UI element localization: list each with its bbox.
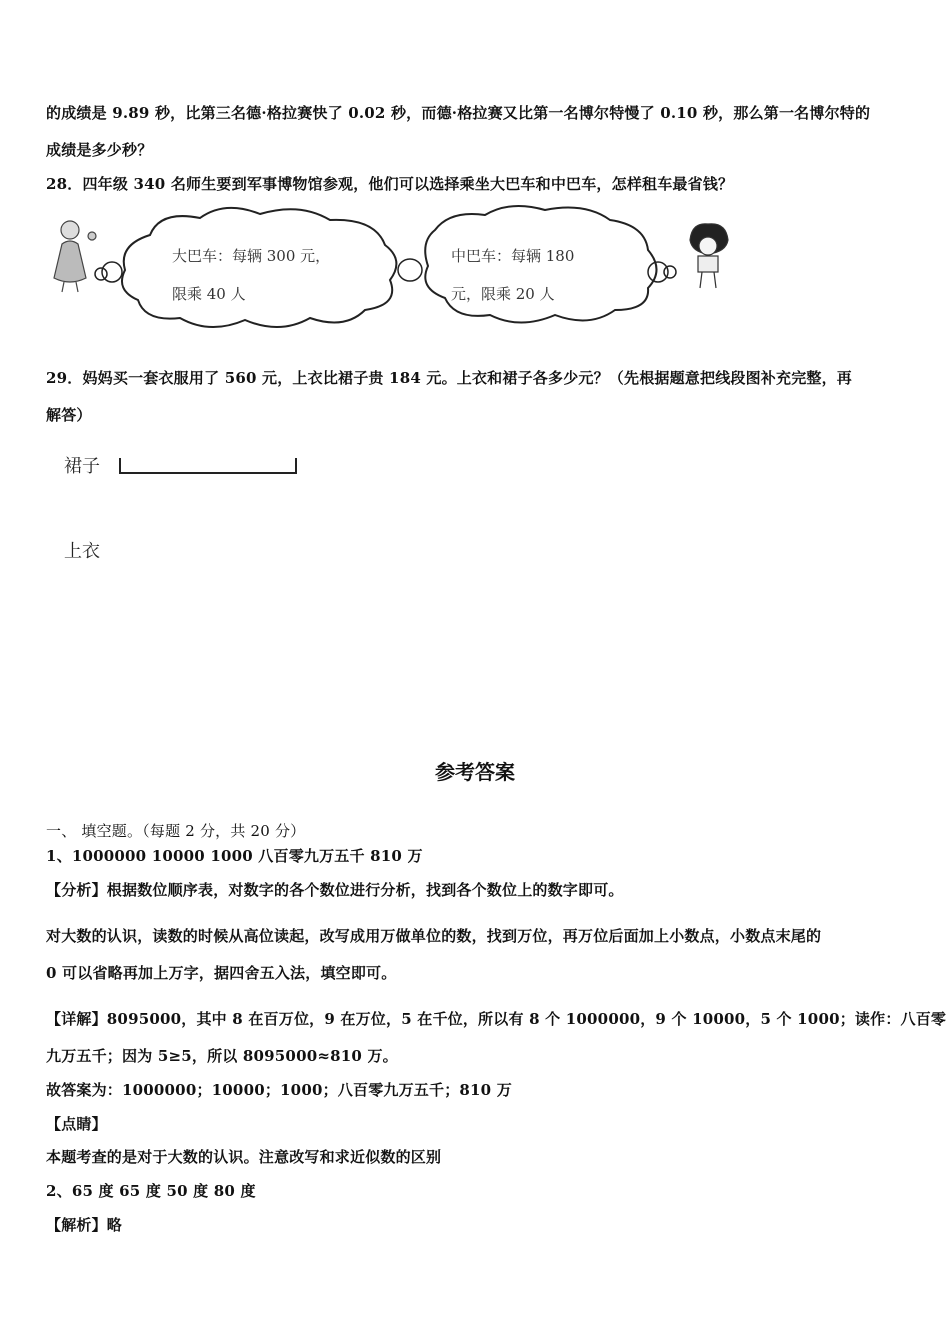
big-bus-capacity-text: 限乘 40 人 xyxy=(172,285,246,303)
answer-2: 2、65 度 65 度 50 度 80 度 xyxy=(46,1182,256,1200)
bus-illustration xyxy=(0,200,950,340)
section-1-heading: 一、 填空题。（每题 2 分，共 20 分） xyxy=(46,822,306,840)
answer-1-tip-heading: 【点睛】 xyxy=(46,1115,107,1133)
problem-27-continued-line1: 的成绩是 9.89 秒，比第三名德·格拉赛快了 0.02 秒，而德·格拉赛又比第一名博尔特慢了 0.10 秒，那么第一名博尔特的 xyxy=(46,104,871,122)
big-bus-cloud xyxy=(122,208,396,327)
problem-29-text-line2: 解答） xyxy=(46,406,92,424)
problem-28-text: 28．四年级 340 名师生要到军事博物馆参观，他们可以选择乘坐大巴车和中巴车，怎样租车最省钱？ xyxy=(46,175,734,193)
answer-1-detail-line2: 九万五千；因为 5≥5，所以 8095000≈810 万。 xyxy=(46,1047,398,1065)
answers-title: 参考答案 xyxy=(435,760,515,784)
mid-bus-price-text: 中巴车：每辆 180 xyxy=(451,247,575,265)
answer-1-final: 故答案为：1000000；10000；1000；八百零九万五千；810 万 xyxy=(46,1081,512,1099)
answer-1: 1、1000000 10000 1000 八百零九万五千 810 万 xyxy=(46,847,423,865)
answer-1-detail-line1: 【详解】8095000，其中 8 在百万位，9 在万位，5 在千位，所以有 8 个 1000000，9 个 10000，5 个 1000；读作：八百零 xyxy=(46,1010,947,1028)
boy-figure-icon xyxy=(690,224,728,288)
problem-29-text-line1: 29．妈妈买一套衣服用了 560 元，上衣比裙子贵 184 元。上衣和裙子各多少元？（先根据题意把线段图补充完整，再 xyxy=(46,369,852,387)
mid-bus-capacity-text: 元，限乘 20 人 xyxy=(451,285,555,303)
answer-1-paragraph-line1: 对大数的认识，读数的时候从高位读起，改写成用万做单位的数，找到万位，再万位后面加上小数点，小数点末尾的 xyxy=(46,927,822,945)
answer-1-paragraph-line2: 0 可以省略再加上万字，据四舍五入法，填空即可。 xyxy=(46,964,397,982)
answer-1-tip: 本题考查的是对于大数的认识。注意改写和求近似数的区别 xyxy=(46,1148,442,1166)
skirt-label: 裙子 xyxy=(64,456,100,477)
skirt-segment xyxy=(110,450,310,480)
answer-2-analysis: 【解析】略 xyxy=(46,1216,123,1234)
top-label: 上衣 xyxy=(64,541,100,562)
girl-figure-icon xyxy=(54,221,96,292)
big-bus-price-text: 大巴车：每辆 300 元， xyxy=(172,247,331,265)
answer-1-analysis: 【分析】根据数位顺序表，对数字的各个数位进行分析，找到各个数位上的数字即可。 xyxy=(46,881,624,899)
problem-27-continued-line2: 成绩是多少秒？ xyxy=(46,141,153,159)
